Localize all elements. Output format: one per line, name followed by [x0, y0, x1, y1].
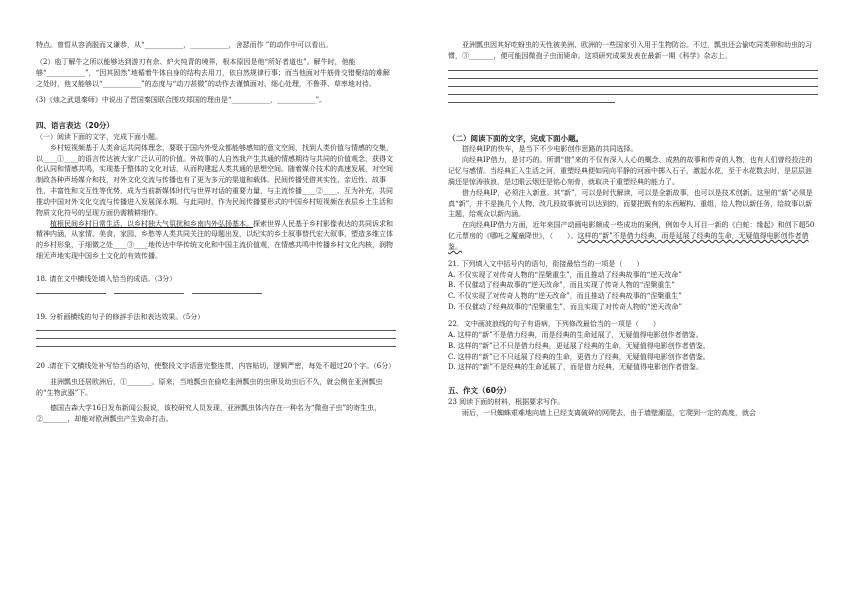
answer-blank[interactable]	[192, 293, 262, 294]
q21-option-a[interactable]: A. 不仅实现了对传奇人物的“涅槃重生”，而且推动了经典故事的“逆天改命”	[448, 270, 682, 279]
q23-material: 雨后，一只蜘蛛艰难地向墙上已经支离破碎的网爬去，由于墙壁潮湿，它爬到一定的高度，就会	[462, 408, 756, 417]
passage-b: 探索世界人民基于乡村影像表达的共同诉求和精神内涵，从家情、美食、家园，乡愁等人类共同关注的母题出发，以纪实的乡土叙事替代宏大叙事，塑造多维立体的乡村形象，于细微之处____③____地传达中华传统文化和中国主流价值观，在情感共鸣中传播乡村文化内核，润物细无声地实现中国乡土文化的有效传播。	[36, 219, 393, 261]
passage-r2: 向经典IP借力，是讨巧的。所谓“借”来的不仅有深入人心的概念、成熟的故事和传奇的人物，也有人们曾经投注的记忆与感情。当经典汇入生活之河，重塑经典便如同向平静的河面中掷入石子，激起水花，至于水花数去时，是层层涟漪还是惊涛骇浪，是过眼云烟还是铭心刻骨，就取决于重塑经典的能力了。	[448, 156, 813, 186]
text-p2: （2）庖丁解牛之所以能够达到游刃有余、炉火纯青的境界，根本原因是他“所好者道也”。解牛时，他能够“___________”，“因其固然”地循着牛体自身的结构去用刀，依自然规律行事；而当他面对牛筋骨交错聚结的难解之处时，他又能够以“___________”的态度与“动刀甚微”的动作去谨慎面对、细心处理，不鲁莽、草率地对待。	[36, 57, 390, 88]
answer-line[interactable]	[448, 78, 818, 79]
answer-line[interactable]	[36, 330, 396, 331]
passage-r3: 借力经典IP，必须注入新意。其“新”，可以是时代解读，可以是全新故事，也可以是技术创新。这里的“新”必须是真“新”，并不是换几个人物、改几段故事就可以达到的，而要把既有的东西解构、重组，给人物以新任务，给故事以新主题，给观众以新内涵。	[448, 188, 813, 219]
q21-option-d[interactable]: D. 不仅催动了经典故事的“涅槃重生”，而且实现了对传奇人物的“逆天改命”	[448, 303, 683, 312]
question-23: 23 阅读下面的材料，根据要求写作。	[448, 397, 565, 406]
wavy-sentence: 这样的“新”不是借力经典，而是延展了经典的生命，无疑值得电影创作者借鉴。	[448, 232, 809, 251]
passage-r1: 搭经典IP的快车，是当下不少电影创作思路的共同选择。	[462, 145, 638, 154]
section-5-heading: 五、作文（60分）	[448, 386, 511, 396]
subsection-2-heading: （二）阅读下面的文字，完成下面小题。	[448, 133, 583, 143]
q22-option-d[interactable]: D. 这样的“新”不是经典的生命延展了，而是借力经典，无疑值得电影创作者借鉴。	[448, 363, 703, 372]
answer-line[interactable]	[448, 86, 818, 87]
text-p1: 特点。曾晢从容消脱而又谦恭，从“___________，___________，舍瑟而作 ”的动作中可以看出。	[36, 41, 333, 49]
passage-r4	[448, 220, 818, 253]
answer-line[interactable]	[448, 102, 615, 103]
q20-paragraph-1: 韭洲瓢虫还居欧洲后，①_______。原来，当地瓢虫在偷吃韭洲瓢虫的虫卵及幼虫后不久，就会侧在亚洲瓢虫的“生物武器”下。	[36, 378, 383, 398]
text-p3: (3)《烛之武退秦师》中说出了晋国秦国联合围攻郑国的理由是“___________，___________”。	[36, 96, 327, 105]
left-column	[36, 40, 396, 425]
section-4-heading: 四、语言表达（20分）	[36, 121, 114, 131]
underlined-sentence: 植根民间乡村日常生活，以乡村独大气氛扰和乡南内外弘扬基本。	[50, 219, 253, 228]
q20-paragraph-2: 德国吉森大学16日发布新闻公报说，该校研究人员发现，亚洲瓢虫体内存在一种名为“微孢子虫”的寄生虫，②_______，却能对欧洲瓢虫产生致命打击。	[36, 404, 382, 423]
question-20: 20 .请在下文横线处补写恰当的语句，使整段文字语意完整连贯，内容贴切，逻辑严密，每处不超过20个字。（6分）	[36, 361, 396, 370]
question-22: 22．文中画波浪线的句子有语病，下列修改最恰当的一项是（ ）	[448, 319, 660, 328]
answer-line[interactable]	[448, 70, 818, 71]
right-column	[448, 40, 818, 419]
answer-blank[interactable]	[114, 293, 184, 294]
question-19: 19. 分析画横线的句子的修辞手法和表达效果。（5分）	[36, 312, 205, 321]
passage-r4-text: 在向经典IP借力方面，近年来国产动画电影颇成一些成功的案例，例如令人耳目一新的《白蛇：缘起》和创下超50亿元票房的《哪吒之魔童降世》，（ ）。	[448, 221, 815, 241]
question-18: 18. 请在文中横线处填入恰当的成语。（3分）	[36, 274, 177, 283]
answer-line[interactable]	[36, 338, 396, 339]
passage-b-wrapper	[36, 219, 396, 262]
subsection-1-heading: （一）阅读下面的文字，完成下面小题。	[36, 132, 162, 141]
q21-option-c[interactable]: C. 不仅实现了对传奇人物的“逆天改命”，而且推动了经典故事的“涅槃重生”	[448, 292, 682, 301]
answer-line[interactable]	[36, 346, 396, 347]
q22-option-b[interactable]: B. 这样的“新”已不只是借力经典，更延展了经典的生命，无疑值得电影创作者借鉴。	[448, 341, 710, 350]
q20-continuation: 亚洲瓢虫因其好吃蚜虫的天性被美洲、欧洲的一些国家引入用于生物防治。不过，瓢虫还会偷吃同类卵和幼虫的习惯，③_______，便可能因微孢子虫而毙命。这项研究成果发表在最新一期《科学》杂志上。	[448, 41, 812, 60]
q18-answer-lines	[36, 289, 396, 300]
answer-blank[interactable]	[36, 293, 106, 294]
passage-a: 乡村短视频基于人类命运共同体理念，要联于国内外受众都能够感知的意文空间，找到人类价值与情感的交集，以____①____的语言传达被大家广泛认可的价值。外故事的人自然我产生共通的情感期待与共同的价值观念，获得文化认同和情感共鸣，实现基于整体的文化对话，从而构建起人类共通的思想空间。随着媒介技术的高速发展，对空间制政各种声场媒介和技，对外文化交流与传播也有了更为多元的渠道和载体。民间传播凭借其实性、亲近性、故事性，丰富性和文互性等优势，成为当前新媒体时代与世界对话的重要力量，与主流传播____②____、互为补充，共同推动中国对外文化交流与传播进入发展深水期。与此同时，作为民间传播要形式的中国乡村短视频在表层乡土生活和物质文化符号的呈现方面仍需精耕细作。	[36, 143, 393, 217]
q22-option-a[interactable]: A. 这样的“新”不是借力经典，而是经典的生命延展了，无疑值得电影创作者借鉴。	[448, 330, 703, 339]
q22-option-c[interactable]: C. 这样的“新”已不只延展了经典的生命，更借力了经典，无疑值得电影创作者借鉴。	[448, 352, 710, 361]
answer-line[interactable]	[448, 94, 818, 95]
question-21: 21. 下列填入文中括号内的语句，衔接最恰当的一项是（ ）	[448, 259, 644, 268]
q21-option-b[interactable]: B. 不仅催动了经典故事的“逆天改命”，而且实现了传奇人物的“涅槃重生”	[448, 281, 675, 290]
